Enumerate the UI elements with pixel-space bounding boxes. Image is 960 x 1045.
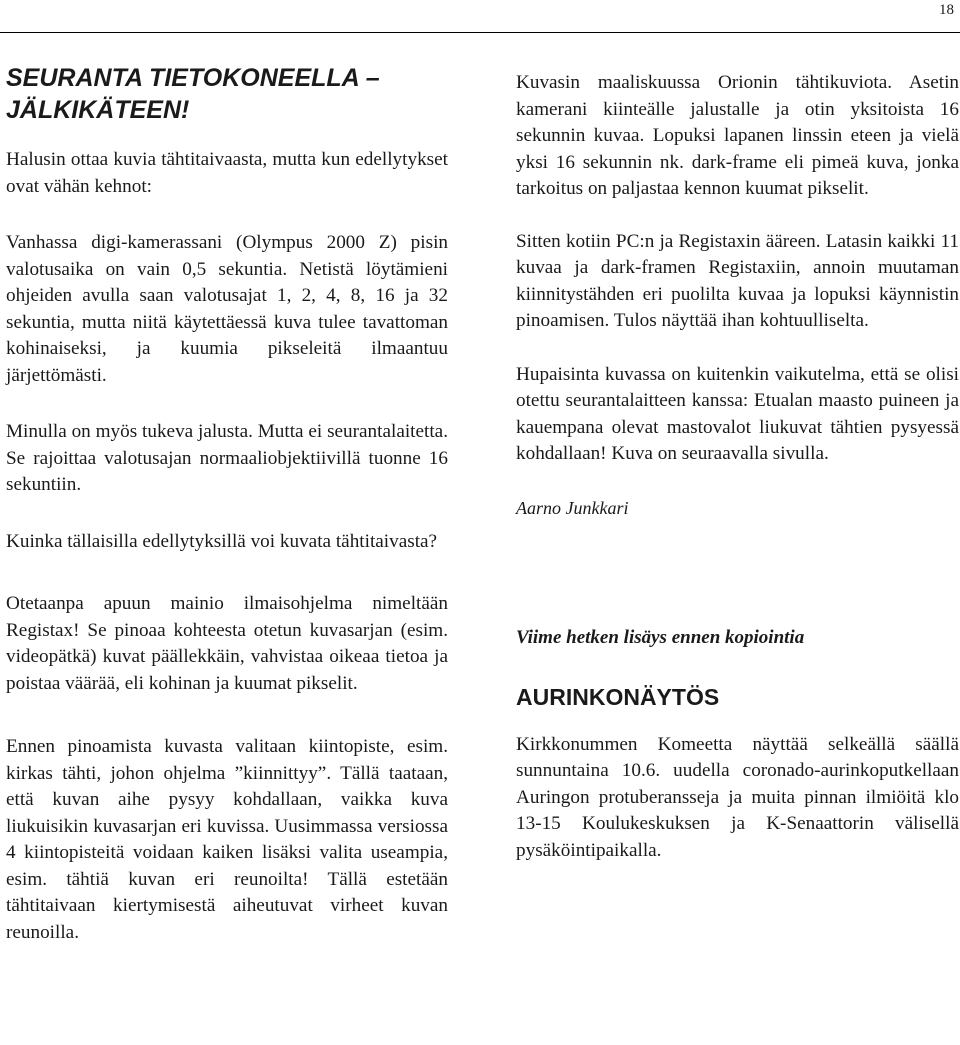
left-column <box>6 62 448 946</box>
late-addition-heading: Viime hetken lisäys ennen kopiointia <box>516 627 805 648</box>
paragraph: Kuinka tällaisilla edellytyksillä voi kuvata tähtitaivasta? <box>6 530 438 552</box>
paragraph: Vanhassa digi-kamerassani (Olympus 2000 Z) pisin valotusaika on vain 0,5 sekuntia. Netistä löytämieni ohjeiden avulla saan valotusajat 1, 2, 4, 8, 16 ja 32 sekuntia, mutta niitä käytettäessä kuva tulee tavattoman kohinaiseksi, ja kuumia pikseleitä ilmaantuu järjettömästi. <box>6 232 448 386</box>
paragraph: Hupaisinta kuvassa on kuitenkin vaikutelma, että se olisi otettu seurantalaitteen kanssa: Etualan maasto puineen ja kauempana olevat mastovalot liukuvat tähtien pysyessä kohdallaan! Kuva on seuraavalla sivulla. <box>516 363 959 464</box>
paragraph: Ennen pinoamista kuvasta valitaan kiintopiste, esim. kirkas tähti, johon ohjelma ”kiinnittyy”. Tällä taataan, että kuvan aihe pysyy kohdallaan, vaikka kuva liukuisikin kuvasarjan eri kuvissa. Uusimmassa versiossa 4 kiintopisteitä voidaan kaiken lisäksi valita useampia, esim. tähtiä kuvan eri reunoilta! Tällä estetään tähtitaivaan kiertymisestä aiheutuvat virheet kuvan reunoilla. <box>6 736 448 943</box>
author-signature: Aarno Junkkari <box>516 497 629 518</box>
paragraph: Minulla on myös tukeva jalusta. Mutta ei seurantalaitetta. Se rajoittaa valotusajan normaaliobjektiivillä tuonne 16 sekuntiin. <box>6 421 448 495</box>
article-title-line2: JÄLKIKÄTEEN! <box>6 96 190 124</box>
article-title <box>6 62 448 126</box>
right-column <box>516 70 959 864</box>
paragraph: Halusin ottaa kuvia tähtitaivaasta, mutta kun edellytykset ovat vähän kehnot: <box>6 149 448 197</box>
paragraph: Kirkkonummen Komeetta näyttää selkeällä säällä sunnuntaina 10.6. uudella coronado-aurinkoputkellaan Auringon protuberansseja ja muita pinnan ilmiöitä klo 13-15 Koulukeskuksen ja K-Senaattorin välisellä pysäköintipaikalla. <box>516 733 959 861</box>
aurinko-heading: AURINKONÄYTÖS <box>516 683 720 710</box>
header-rule <box>0 32 960 33</box>
paragraph: Kuvasin maaliskuussa Orionin tähtikuviota. Asetin kamerani kiinteälle jalustalle ja otin yksitoista 16 sekunnin kuvaa. Lopuksi lapanen linssin eteen ja vielä yksi 16 sekunnin nk. dark-frame eli pimeä kuva, jonka tarkoitus on paljastaa kennon kuumat pikselit. <box>516 72 959 199</box>
paragraph: Otetaanpa apuun mainio ilmaisohjelma nimeltään Registax! Se pinoaa kohteesta otetun kuvasarjan (esim. videopätkä) kuvat päällekkäin, vahvistaa oikeaa tietoa ja poistaa väärää, eli kohinan ja kuumat pikselit. <box>6 593 448 694</box>
page-number: 18 <box>939 2 954 18</box>
paragraph: Sitten kotiin PC:n ja Registaxin ääreen. Latasin kaikki 11 kuvaa ja dark-framen Registaxiin, annoin muutaman kiinnitystähden eri puolilta kuvaa ja lopuksi käynnistin pinoamisen. Tulos näyttää ihan kohtuulliselta. <box>516 230 959 331</box>
article-title-line1: SEURANTA TIETOKONEELLA – <box>6 64 380 92</box>
